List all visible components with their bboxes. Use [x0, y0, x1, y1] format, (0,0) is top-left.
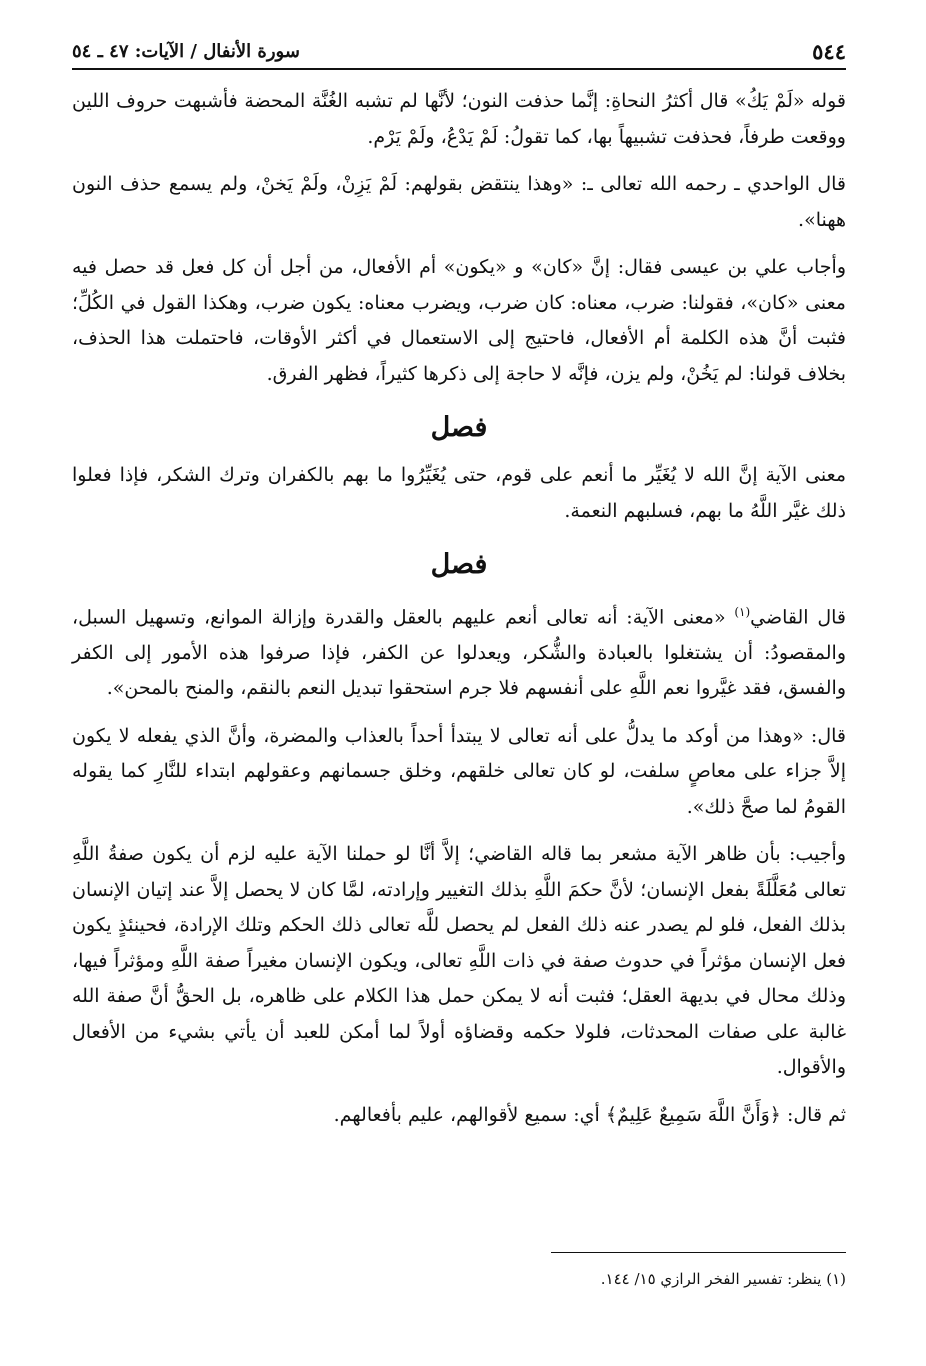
- footnote: (١) ينظر: تفسير الفخر الرازي ١٥/ ١٤٤.: [600, 1270, 846, 1288]
- main-text: [72, 84, 846, 1133]
- qadi-lead: قال القاضي: [750, 606, 846, 629]
- paragraph-ali-bin-isa: وأجاب علي بن عيسى فقال: إنَّ «كان» و «يكون» أم الأفعال، من أجل أن كل فعل قد حصل فيه معنى «كان»، فقولنا: ضرب، معناه: كان ضرب، ويضرب معناه: يكون ضرب، وهكذا القول في الكُلِّ؛ فثبت أنَّ هذه الكلمة أم الأفعال، فاحتيج إلى الاستعمال في أكثر الأوقات، فاحتملت هذا الحذف، بخلاف قولنا: لم يَخُنْ، ولم يزن، فإنَّه لا حاجة إلى ذكرها كثيراً، فظهر الفرق.: [72, 256, 846, 385]
- paragraph-lam-yaku: قوله «لَمْ يَكُ» قال أكثرُ النحاةِ: إنَّما حذفت النون؛ لأنَّها لم تشبه الغُنَّة المحضة فأشبهت حروف اللين ووقعت طرفاً، فحذفت تشبيهاً بها، كما تقولُ: لَمْ يَدْعُ، ولَمْ يَرْم.: [72, 90, 846, 148]
- footnote-divider: [551, 1252, 846, 1253]
- paragraph-wahidi: قال الواحدي ـ رحمه الله تعالى ـ: «وهذا ينتقض بقولهم: لَمْ يَزِنْ، ولَمْ يَخنْ، ولم يسمع حذف النون ههنا».: [72, 173, 846, 231]
- paragraph-thumma-qala: [72, 1098, 846, 1134]
- paragraph-qadi: [72, 595, 846, 707]
- running-title: سورة الأنفال / الآيات: ٤٧ ـ ٥٤: [72, 40, 300, 62]
- page-number: ٥٤٤: [812, 38, 846, 64]
- section-heading: فصل: [430, 412, 488, 443]
- section-heading: فصل: [430, 549, 488, 580]
- page-header: [72, 34, 846, 70]
- paragraph-ujib: وأجيب: بأن ظاهر الآية مشعر بما قاله القاضي؛ إلاَّ أنَّا لو حملنا الآية عليه لزم أن يكون صفةُ اللَّهِ تعالى مُعَلَّلَةً بفعل الإنسان؛ لأنَّ حكمَ اللَّهِ بذلك التغيير وإرادته، لمَّا كان لا يحصل إلاَّ عند إتيان الإنسان بذلك الفعل، فلو لم يصدر عنه ذلك الفعل لم يحصل للَّه تعالى ذلك الحكم وتلك الإرادة، فحينئذٍ يكون فعل الإنسان مؤثراً في حدوث صفة في ذات اللَّهِ تعالى، ويكون الإنسان مغيراً صفة اللَّهِ ومؤثراً فيها، وذلك محال في بديهة العقل؛ فثبت أنه لا يمكن حمل هذا الكلام على ظاهره، بل الحقُّ أنَّ صفة الله غالبة على صفات المحدثات، فلولا حكمه وقضاؤه أولاً لما أمكن للعبد أن يأتي بشيء من الأفعال والأقوال.: [72, 843, 846, 1079]
- quran-quote: ﴿وَأَنَّ اللَّهَ سَمِيعٌ عَلِيمٌ﴾: [605, 1103, 781, 1126]
- paragraph-meaning: معنى الآية إنَّ الله لا يُغَيِّر ما أنعم على قوم، حتى يُغَيِّرُوا ما بهم بالكفران وترك الشكر، فإذا فعلوا ذلك غيَّر اللَّهُ ما بهم، فسلبهم النعمة.: [72, 464, 846, 522]
- paragraph-qala: قال: «وهذا من أوكد ما يدلُّ على أنه تعالى لا يبتدأ أحداً بالعذاب والمضرة، وأنَّ الذي يفعله لا يكون إلاَّ جزاء على معاصٍ سلفت، لو كان تعالى خلقهم، وخلق جسمانهم وعقولهم ابتداء للنَّارِ كما يقوله القومُ لما صحَّ ذلك».: [72, 724, 846, 818]
- thumma-lead: ثم قال:: [780, 1103, 846, 1126]
- footnote-ref: (١): [734, 605, 751, 619]
- thumma-rest: أي: سميع لأقوالهم، عليم بأفعالهم.: [333, 1103, 606, 1126]
- qadi-quote: «معنى الآية: أنه تعالى أنعم عليهم بالعقل والقدرة وإزالة الموانع، وتسهيل السبل، والمقصودُ: أن يشتغلوا بالعبادة والشُّكر، ويعدلوا عن الكفر، فإذا صرفوا هذه الأمور إلى الكفر والفسق، فقد غيَّروا نعم اللَّهِ على أنفسهم فلا جرم استحقوا تبديل النعم بالنقم، والمنح بالمحن».: [72, 606, 846, 700]
